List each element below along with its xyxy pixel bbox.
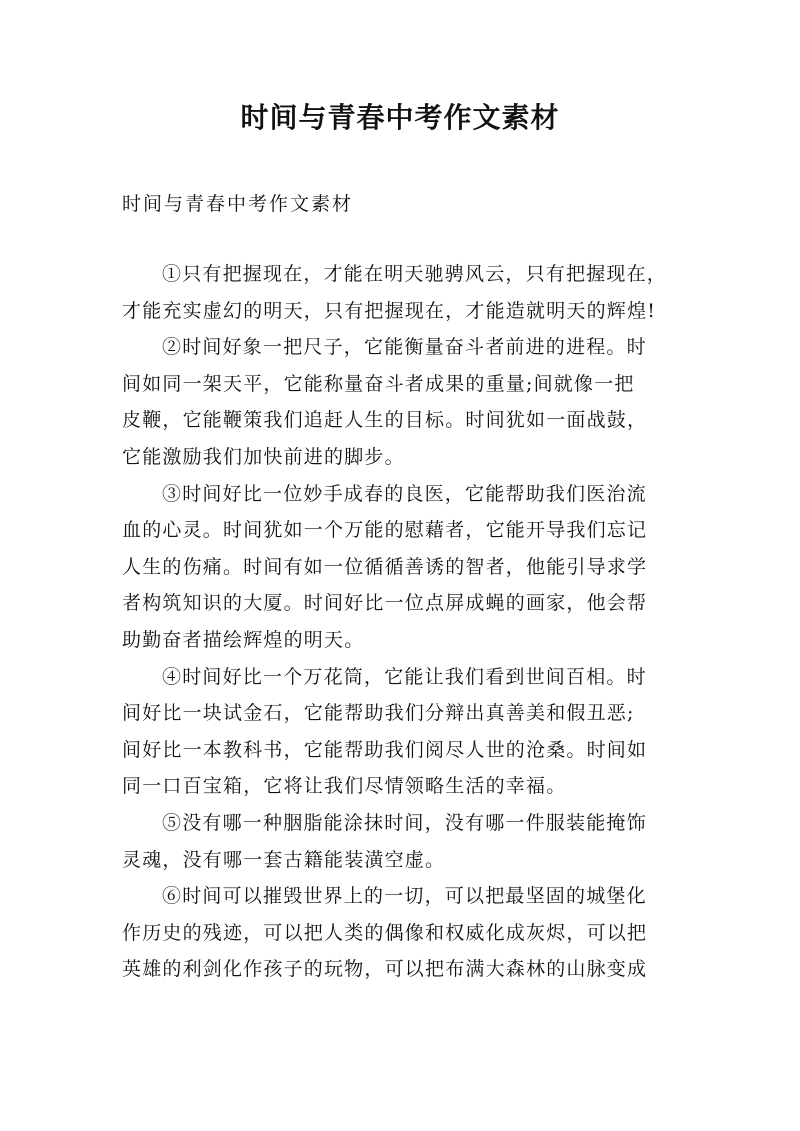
text-line: ①只有把握现在，才能在明天驰骋风云，只有把握现在， xyxy=(162,263,668,285)
text-line: 灵魂，没有哪一套古籍能装潢空虚。 xyxy=(122,848,446,871)
text-line: 人生的伤痛。时间有如一位循循善诱的智者，他能引导求学 xyxy=(122,555,648,578)
text-line: 间如同一架天平，它能称量奋斗者成果的重量;间就像一把 xyxy=(122,372,635,395)
document-body xyxy=(122,256,684,988)
document-subtitle: 时间与青春中考作文素材 xyxy=(122,193,354,215)
paragraph-4 xyxy=(122,659,684,805)
text-line: 同一口百宝箱，它将让我们尽情领略生活的幸福。 xyxy=(122,775,567,798)
paragraph-1 xyxy=(122,256,684,329)
text-line: 它能激励我们加快前进的脚步。 xyxy=(122,445,405,468)
text-line: 皮鞭，它能鞭策我们追赶人生的目标。时间犹如一面战鼓， xyxy=(122,409,648,432)
text-line: 间好比一本教科书，它能帮助我们阅尽人世的沧桑。时间如 xyxy=(122,738,648,761)
text-line: ⑥时间可以摧毁世界上的一切，可以把最坚固的城堡化 xyxy=(162,885,647,908)
text-line: 作历史的残迹，可以把人类的偶像和权威化成灰烬，可以把 xyxy=(122,921,648,944)
paragraph-6 xyxy=(122,878,684,988)
text-line: 才能充实虚幻的明天，只有把握现在，才能造就明天的辉煌! xyxy=(122,299,657,322)
text-line: 间好比一块试金石，它能帮助我们分辩出真善美和假丑恶; xyxy=(122,702,635,725)
text-line: ⑤没有哪一种胭脂能涂抹时间，没有哪一件服装能掩饰 xyxy=(162,811,647,834)
paragraph-3 xyxy=(122,476,684,659)
text-line: ③时间好比一位妙手成春的良医，它能帮助我们医治流 xyxy=(162,482,647,505)
text-line: 者构筑知识的大厦。时间好比一位点屏成蝇的画家，他会帮 xyxy=(122,592,648,615)
text-line: 助勤奋者描绘辉煌的明天。 xyxy=(122,628,365,651)
text-line: ②时间好象一把尺子，它能衡量奋斗者前进的进程。时 xyxy=(162,336,647,359)
text-line: 英雄的利剑化作孩子的玩物，可以把布满大森林的山脉变成 xyxy=(122,958,648,981)
paragraph-5 xyxy=(122,805,684,878)
text-line: 血的心灵。时间犹如一个万能的慰藉者，它能开导我们忘记 xyxy=(122,519,648,542)
text-line: ④时间好比一个万花筒，它能让我们看到世间百相。时 xyxy=(162,665,647,688)
document-title: 时间与青春中考作文素材 xyxy=(240,101,560,134)
paragraph-2 xyxy=(122,329,684,475)
